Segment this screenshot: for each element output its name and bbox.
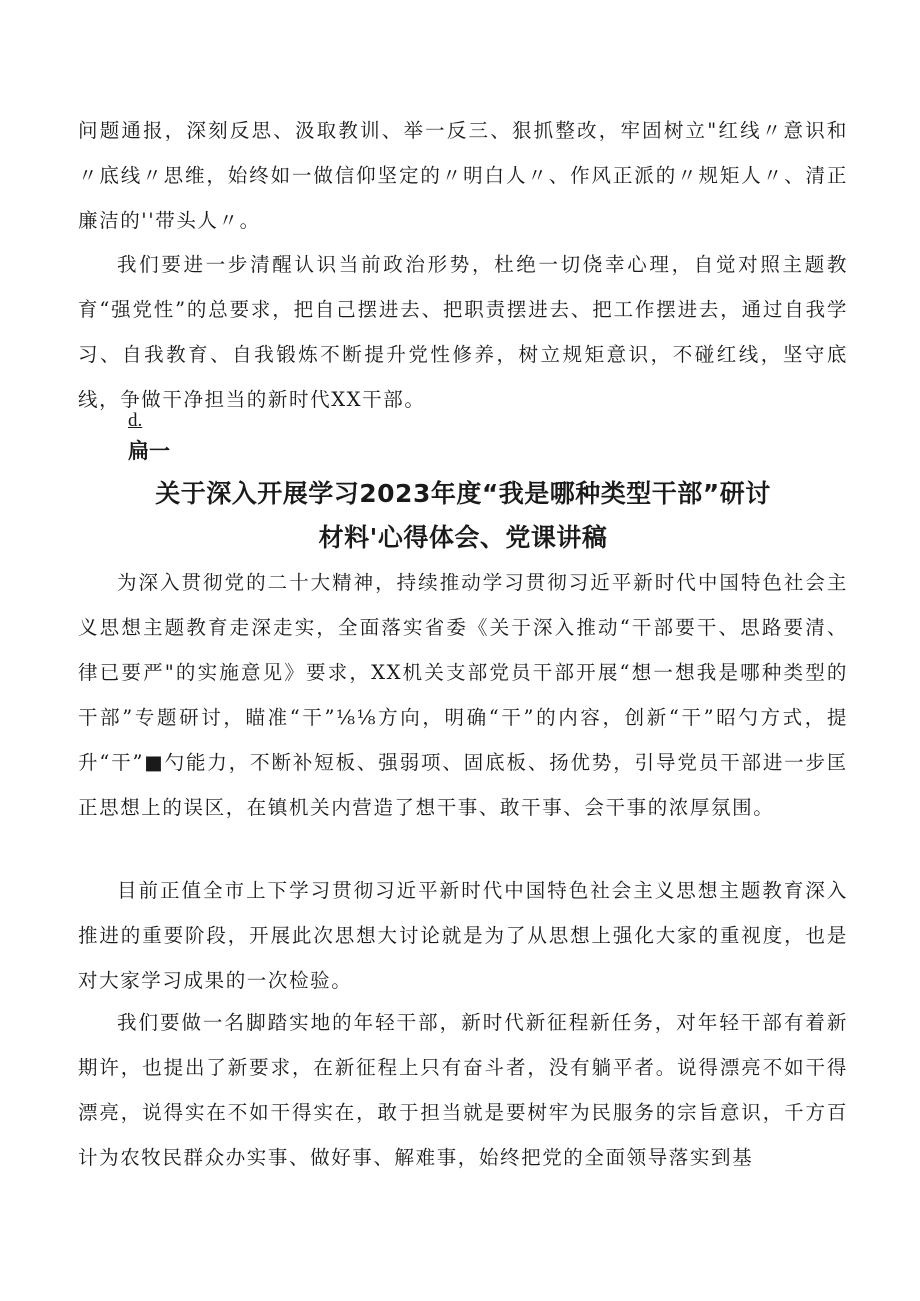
- paragraph-5: 我们要做一名脚踏实地的年轻干部，新时代新征程新任务，对年轻干部有着新期许，也提出了新要求，在新征程上只有奋斗者，没有躺平者。说得漂亮不如干得漂亮，说得实在不如干得实在，敢于担当就是要树牢为民服务的宗旨意识，千方百计为农牧民群众办实事、做好事、解难事，始终把党的全面领导落实到基: [78, 1011, 848, 1169]
- paragraph-1: 问题通报，深刻反思、汲取教训、举一反三、狠抓整改，牢固树立"红线〃意识和〃底线〃思维，始终如一做信仰坚定的〃明白人〃、作风正派的〃规矩人〃、清正廉洁的''带头人〃。: [78, 119, 848, 232]
- section-label: 扁一: [128, 439, 170, 463]
- document-title-line-2: 材料'心得体会、党课讲稿: [318, 523, 608, 552]
- paragraph-4: 目前正值全市上下学习贯彻习近平新时代中国特色社会主义思想主题教育深入推进的重要阶段，开展此次思想大讨论就是为了从思想上强化大家的重视度，也是对大家学习成果的一次检验。: [78, 879, 848, 992]
- paragraph-3: 为深入贯彻党的二十大精神，持续推动学习贯彻习近平新时代中国特色社会主义思想主题教育走深走实，全面落实省委《关于深入推动“干部要干、思路要清、律已要严"的实施意见》要求，XX机关支部党员干部开展“想一想我是哪种类型的干部”专题研讨，瞄准“干”⅛⅛方向，明确“干”的内容，创新“干”昭勺方式，提升“干”■勺能力，不断补短板、强弱项、固底板、扬优势，引导党员干部进一步匡正思想上的误区，在镇机关内营造了想干事、敢干事、会干事的浓厚氛围。: [78, 571, 848, 819]
- list-marker: d.: [128, 410, 143, 431]
- paragraph-2: 我们要进一步清醒认识当前政治形势，杜绝一切侥幸心理，自觉对照主题教育“强党性”的总要求，把自己摆进去、把职责摆进去、把工作摆进去，通过自我学习、自我教育、自我锻炼不断提升党性修养，树立规矩意识，不碰红线，坚守底线，争做干净担当的新时代XX干部。: [78, 253, 848, 411]
- document-title-line-1: 关于深入开展学习2023年度“我是哪种类型干部”研讨: [155, 479, 771, 508]
